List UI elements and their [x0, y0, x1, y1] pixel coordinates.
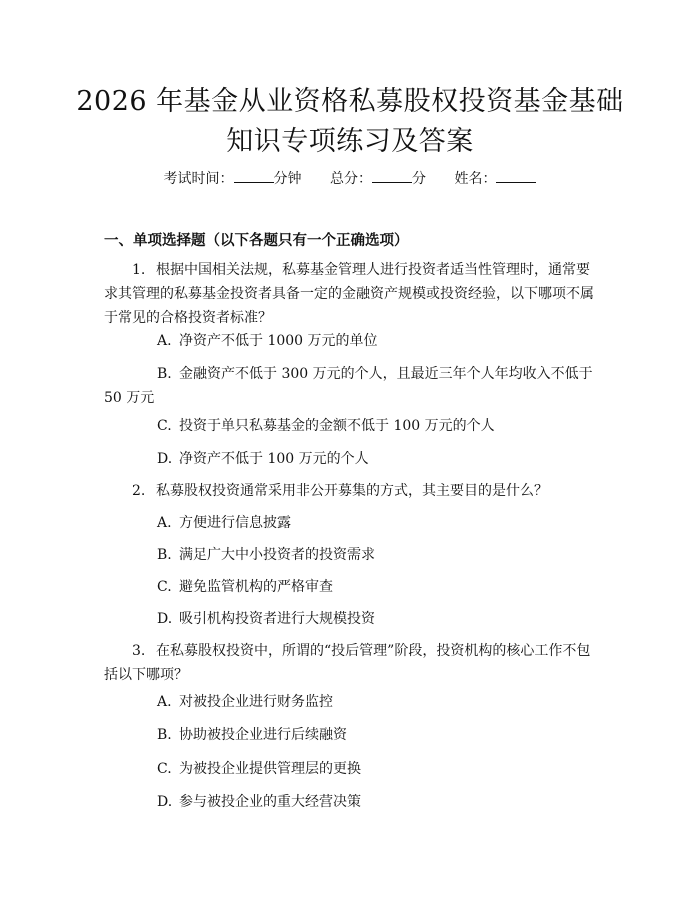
score-blank	[372, 170, 412, 183]
option-letter: C.	[157, 579, 172, 595]
name	[454, 168, 536, 188]
question-2-option-a	[104, 511, 598, 535]
option-letter: B.	[157, 547, 172, 563]
option-letter: D.	[157, 794, 173, 810]
option-letter: B.	[157, 727, 172, 743]
option-text: 方便进行信息披露	[179, 515, 291, 531]
question-2-option-c	[104, 575, 598, 599]
option-text: 净资产不低于 1000 万元的单位	[179, 333, 378, 349]
option-letter: D.	[157, 451, 173, 467]
question-3-option-c	[104, 757, 598, 781]
option-letter: C.	[157, 761, 172, 777]
exam-time-unit: 分钟	[273, 171, 302, 187]
option-text: 为被投企业提供管理层的更换	[179, 761, 361, 777]
option-text: 投资于单只私募基金的金额不低于 100 万元的个人	[179, 418, 495, 434]
exam-time-label: 考试时间：	[163, 171, 234, 187]
question-2-option-b	[104, 543, 598, 567]
exam-time	[164, 168, 302, 188]
option-letter: A.	[157, 515, 172, 531]
question-number: 2.	[132, 483, 146, 499]
title-line-1: 2026 年基金从业资格私募股权投资基金基础	[76, 86, 624, 117]
score	[330, 168, 426, 188]
exam-time-blank	[234, 170, 274, 183]
question-3-stem	[104, 639, 598, 687]
question-3-option-b	[104, 723, 598, 747]
title-line-2: 知识专项练习及答案	[226, 126, 474, 157]
question-text: 根据中国相关法规，私募基金管理人进行投资者适当性管理时，通常要求其管理的私募基金投资者具备一定的金融资产规模或投资经验，以下哪项不属于常见的合格投资者标准？	[104, 262, 594, 326]
question-1-option-a	[104, 329, 598, 353]
question-1-option-d	[104, 447, 598, 471]
name-label: 姓名：	[454, 171, 497, 187]
question-number: 3.	[132, 643, 146, 659]
option-text: 协助被投企业进行后续融资	[179, 727, 347, 743]
question-1-stem	[104, 258, 598, 330]
score-label: 总分：	[330, 171, 372, 187]
page-title	[0, 82, 700, 162]
option-letter: A.	[157, 694, 172, 710]
score-unit: 分	[412, 171, 426, 187]
option-letter: D.	[157, 611, 173, 627]
name-blank	[496, 170, 536, 183]
option-text: 净资产不低于 100 万元的个人	[179, 451, 369, 467]
option-letter: C.	[157, 418, 172, 434]
question-number: 1.	[132, 262, 146, 278]
option-letter: A.	[157, 333, 172, 349]
question-1-option-b	[104, 362, 598, 410]
option-text: 避免监管机构的严格审查	[179, 579, 333, 595]
option-text: 对被投企业进行财务监控	[179, 694, 333, 710]
section-heading: 一、单项选择题（以下各题只有一个正确选项）	[104, 233, 409, 249]
option-text: 吸引机构投资者进行大规模投资	[179, 611, 375, 627]
option-text: 金融资产不低于 300 万元的个人，且最近三年个人年均收入不低于 50 万元	[104, 366, 593, 406]
option-letter: B.	[157, 366, 172, 382]
question-2-stem	[104, 479, 598, 503]
question-3-option-a	[104, 690, 598, 714]
question-2-option-d	[104, 607, 598, 631]
exam-info-line	[0, 168, 700, 188]
question-text: 私募股权投资通常采用非公开募集的方式，其主要目的是什么？	[156, 483, 548, 499]
question-text: 在私募股权投资中，所谓的“投后管理”阶段，投资机构的核心工作不包括以下哪项？	[104, 643, 591, 683]
question-3-option-d	[104, 790, 598, 814]
option-text: 满足广大中小投资者的投资需求	[179, 547, 375, 563]
option-text: 参与被投企业的重大经营决策	[179, 794, 361, 810]
question-1-option-c	[104, 414, 598, 438]
